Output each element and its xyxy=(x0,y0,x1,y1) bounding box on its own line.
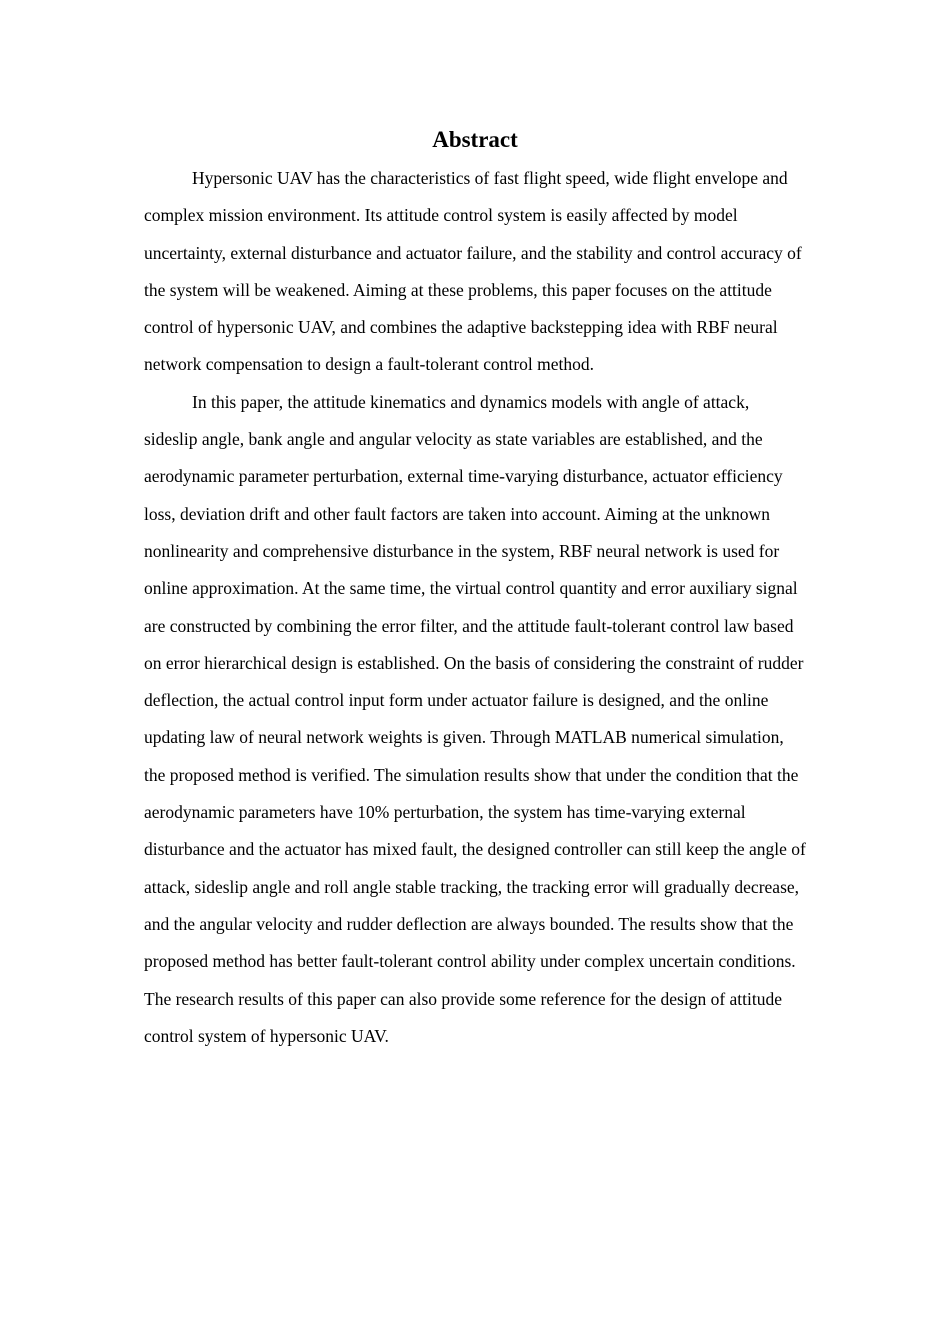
abstract-title: Abstract xyxy=(432,127,518,152)
abstract-paragraph-2: In this paper, the attitude kinematics and dynamics models with angle of attack, sideslip angle, bank angle and angular velocity as state variables are established, and the aerodynamic parameter perturbation, external time-varying disturbance, actuator efficiency loss, deviation drift and other fault factors are taken into account. Aiming at the unknown nonlinearity and comprehensive disturbance in the system, RBF neural network is used for online approximation. At the same time, the virtual control quantity and error auxiliary signal are constructed by combining the error filter, and the attitude fault-tolerant control law based on error hierarchical design is established. On the basis of considering the constraint of rudder deflection, the actual control input form under actuator failure is designed, and the online updating law of neural network weights is given. Through MATLAB numerical simulation, the proposed method is verified. The simulation results show that under the condition that the aerodynamic parameters have 10% perturbation, the system has time-varying external disturbance and the actuator has mixed fault, the designed controller can still keep the angle of attack, sideslip angle and roll angle stable tracking, the tracking error will gradually decrease, and the angular velocity and rudder deflection are always bounded. The results show that the proposed method has better fault-tolerant control ability under complex uncertain conditions. The research results of this paper can also provide some reference for the design of attitude control system of hypersonic UAV. xyxy=(144,391,806,1046)
document-page xyxy=(144,124,806,1055)
abstract-paragraph-1: Hypersonic UAV has the characteristics of fast flight speed, wide flight envelope and complex mission environment. Its attitude control system is easily affected by model uncertainty, external disturbance and actuator failure, and the stability and control accuracy of the system will be weakened. Aiming at these problems, this paper focuses on the attitude control of hypersonic UAV, and combines the adaptive backstepping idea with RBF neural network compensation to design a fault-tolerant control method. xyxy=(144,168,802,375)
